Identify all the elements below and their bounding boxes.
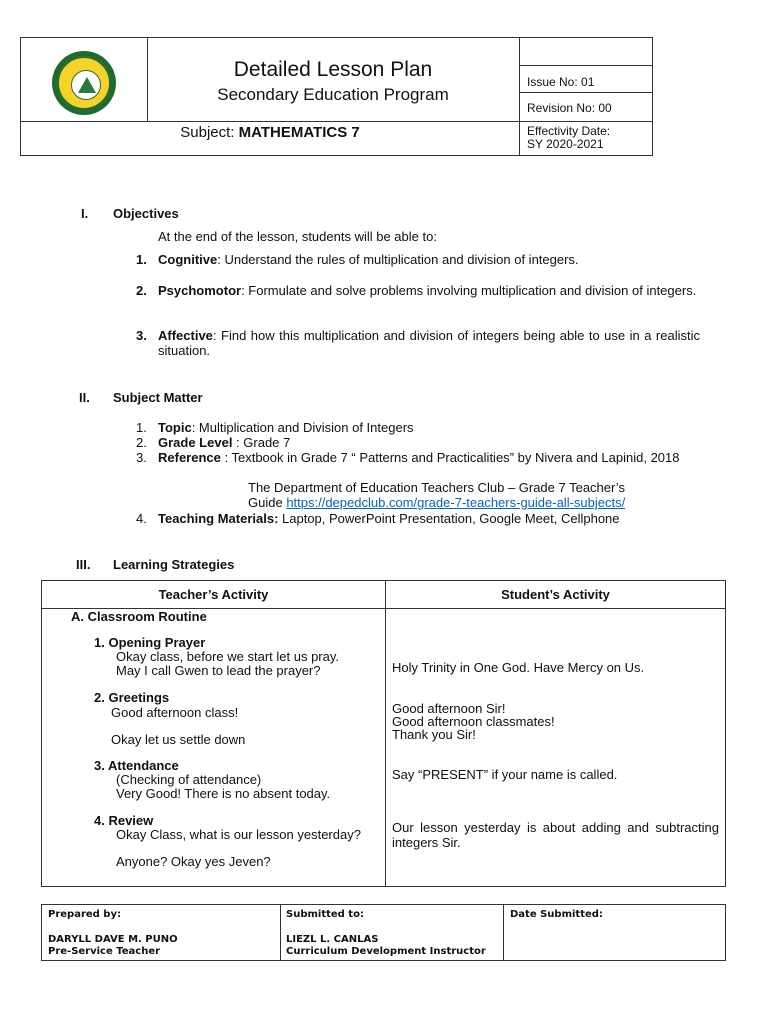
greetings-heading: 2. Greetings: [94, 690, 170, 705]
subject-line: Subject: MATHEMATICS 7: [180, 124, 360, 141]
table-divider: [385, 581, 386, 886]
list-number: 1.: [136, 420, 147, 435]
learning-strategies-table: [41, 580, 726, 887]
topic-item: Topic: Multiplication and Division of Integers: [158, 420, 414, 435]
student-response: Holy Trinity in One God. Have Mercy on Us.: [392, 660, 645, 675]
review-heading: 4. Review: [94, 813, 154, 828]
list-number: 1.: [136, 252, 147, 267]
list-number: 2.: [136, 435, 147, 450]
issue-number: Issue No: 01: [527, 75, 595, 89]
prepared-by-role: Pre-Service Teacher: [48, 946, 161, 957]
subject-value: MATHEMATICS 7: [238, 124, 360, 141]
prepared-by-label: Prepared by:: [48, 909, 121, 920]
list-number: 3.: [136, 450, 147, 465]
date-submitted-label: Date Submitted:: [510, 909, 603, 920]
submitted-to-label: Submitted to:: [286, 909, 364, 920]
header-divider: [519, 38, 520, 155]
student-response: Good afternoon Sir!: [392, 701, 506, 716]
footer-divider: [280, 905, 281, 960]
document-subtitle: Secondary Education Program: [217, 85, 449, 104]
teacher-line: Okay Class, what is our lesson yesterday?: [116, 827, 361, 842]
reference-guide: Guide https://depedclub.com/grade-7-teachers-guide-all-subjects/: [248, 495, 626, 510]
list-number: 2.: [136, 283, 147, 298]
student-response: Our lesson yesterday is about adding and subtracting integers Sir.: [392, 820, 719, 850]
reference-extra: The Department of Education Teachers Club – Grade 7 Teacher’s: [248, 480, 625, 495]
section-number: II.: [79, 390, 90, 405]
prepared-by-name: DARYLL DAVE M. PUNO: [48, 934, 178, 945]
teacher-line: (Checking of attendance): [116, 772, 262, 787]
header-divider: [519, 65, 652, 66]
footer-divider: [503, 905, 504, 960]
objectives-intro: At the end of the lesson, students will be able to:: [158, 229, 437, 244]
submitted-to-name: LIEZL L. CANLAS: [286, 934, 379, 945]
reference-item: Reference : Textbook in Grade 7 “ Patterns and Practicalities” by Nivera and Lapinid, 2018: [158, 450, 680, 465]
objective-cognitive: Cognitive: Understand the rules of multiplication and division of integers.: [158, 252, 579, 267]
objective-psychomotor: Psychomotor: Formulate and solve problems involving multiplication and division of integers.: [158, 283, 697, 298]
signature-block: [41, 904, 726, 961]
attendance-heading: 3. Attendance: [94, 758, 179, 773]
section-number: I.: [81, 206, 89, 221]
list-number: 3.: [136, 328, 147, 343]
opening-prayer-heading: 1. Opening Prayer: [94, 635, 206, 650]
teacher-line: Anyone? Okay yes Jeven?: [116, 854, 271, 869]
objective-affective: Affective: Find how this multiplication and division of integers being able to use in a realistic situation.: [158, 328, 700, 358]
list-number: 4.: [136, 511, 147, 526]
teacher-line: Okay class, before we start let us pray.: [116, 649, 340, 664]
document-header: [20, 37, 653, 156]
subject-matter-heading: Subject Matter: [113, 390, 203, 405]
effectivity-value: SY 2020-2021: [527, 137, 604, 151]
grade-level-item: Grade Level : Grade 7: [158, 435, 291, 450]
teacher-column-header: Teacher’s Activity: [158, 587, 269, 602]
teacher-line: Good afternoon class!: [111, 705, 239, 720]
section-number: III.: [76, 557, 91, 572]
document-title: Detailed Lesson Plan: [233, 58, 433, 81]
teaching-materials-item: Teaching Materials: Laptop, PowerPoint Presentation, Google Meet, Cellphone: [158, 511, 620, 526]
learning-strategies-heading: Learning Strategies: [113, 557, 235, 572]
header-divider: [21, 121, 652, 122]
effectivity-label: Effectivity Date:: [527, 124, 611, 138]
teacher-line: May I call Gwen to lead the prayer?: [116, 663, 321, 678]
school-logo: [52, 51, 116, 115]
classroom-routine-heading: A. Classroom Routine: [71, 609, 207, 624]
student-response: Say “PRESENT” if your name is called.: [392, 767, 618, 782]
submitted-to-role: Curriculum Development Instructor: [286, 946, 486, 957]
header-divider: [519, 92, 652, 93]
revision-number: Revision No: 00: [527, 101, 612, 115]
student-response: Good afternoon classmates!: [392, 714, 555, 729]
teacher-line: Very Good! There is no absent today.: [116, 786, 331, 801]
reference-link[interactable]: https://depedclub.com/grade-7-teachers-guide-all-subjects/: [286, 495, 626, 510]
student-column-header: Student’s Activity: [501, 587, 610, 602]
teacher-line: Okay let us settle down: [111, 732, 246, 747]
objectives-heading: Objectives: [113, 206, 179, 221]
student-response: Thank you Sir!: [392, 727, 476, 742]
